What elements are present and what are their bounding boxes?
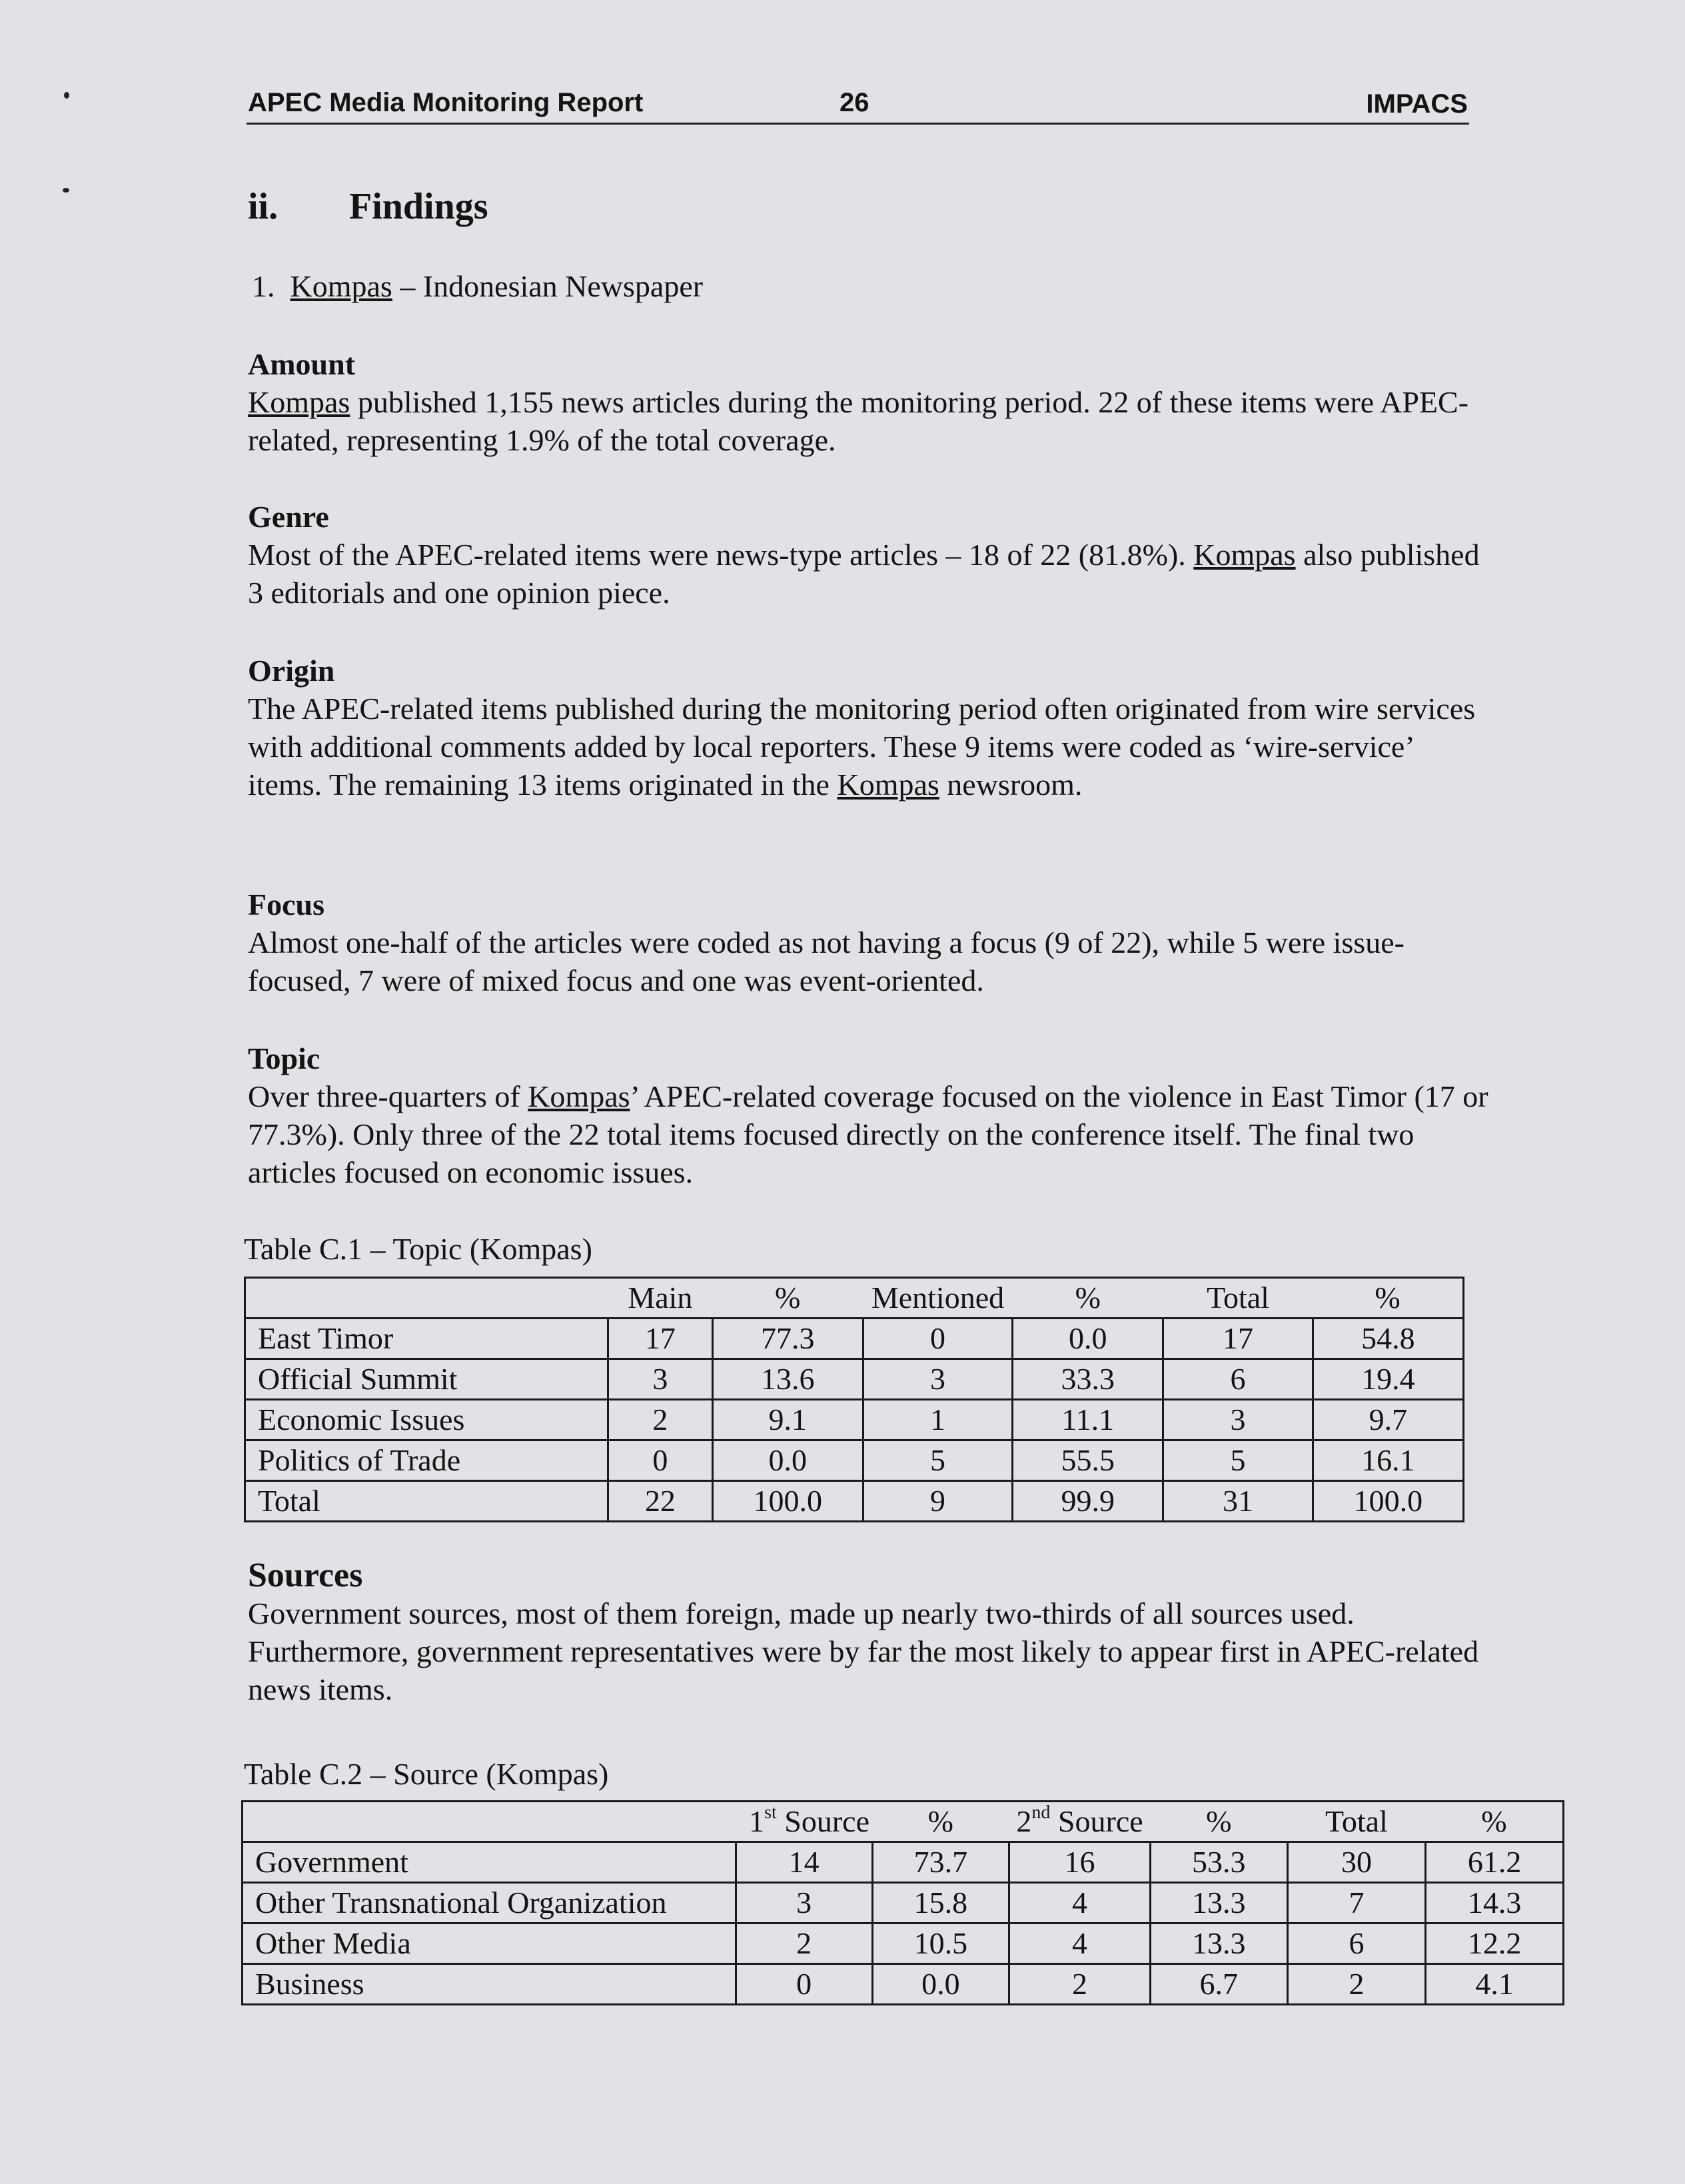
sources-section (248, 1556, 1494, 1708)
table-cell: 6.7 (1150, 1964, 1287, 2005)
table-cell: 1 (863, 1400, 1012, 1440)
ordinal-suffix: st (764, 1802, 777, 1823)
table-cell: 2 (1009, 1964, 1151, 2005)
row-label: Official Summit (245, 1359, 608, 1400)
table-cell: 4 (1009, 1883, 1151, 1923)
table-cell: 13.6 (712, 1359, 863, 1400)
table-cell: 54.8 (1313, 1319, 1463, 1359)
focus-text: Almost one-half of the articles were coded as not having a focus (9 of 22), while 5 were issue-focused, 7 were of mixed focus and one was event-oriented. (248, 925, 1404, 997)
table-cell: 6 (1163, 1359, 1313, 1400)
table-cell: 30 (1287, 1842, 1426, 1883)
kompas-ref: Kompas (248, 385, 350, 419)
ordinal-suffix: nd (1031, 1802, 1051, 1823)
table-cell: 73.7 (872, 1842, 1009, 1883)
table-row (245, 1481, 1464, 1522)
column-header: % (1313, 1278, 1463, 1319)
ordinal-number: 1 (749, 1804, 765, 1838)
table-cell: 11.1 (1013, 1400, 1163, 1440)
table-row (243, 1964, 1564, 2005)
report-title: APEC Media Monitoring Report (248, 88, 644, 117)
table-cell: 55.5 (1013, 1440, 1163, 1481)
table-cell: 6 (1287, 1923, 1426, 1964)
table-cell: 17 (608, 1319, 712, 1359)
scan-speck (64, 92, 69, 99)
column-header: Total (1287, 1802, 1426, 1842)
column-header: Mentioned (863, 1278, 1012, 1319)
table-cell: 14.3 (1426, 1883, 1564, 1923)
subsection-title (252, 269, 703, 304)
table-c2-caption: Table C.2 – Source (Kompas) (244, 1757, 609, 1791)
table-cell: 0 (736, 1964, 872, 2005)
table-cell: 15.8 (872, 1883, 1009, 1923)
row-label: Economic Issues (245, 1400, 608, 1440)
row-label: Other Transnational Organization (243, 1883, 736, 1923)
origin-body-a: The APEC-related items published during the monitoring period often originated from wire services with additional comments added by local reporters. These 9 items were coded as ‘wire-service’ items. The remaining 13 items originated in the (248, 692, 1476, 802)
origin-body-b: newsroom. (939, 768, 1083, 802)
table-cell: 2 (608, 1400, 712, 1440)
table-cell: 99.9 (1013, 1481, 1163, 1522)
table-header-row (243, 1802, 1564, 1842)
column-header: % (872, 1802, 1009, 1842)
subsection-rest: – Indonesian Newspaper (392, 269, 704, 303)
table-cell: 0 (863, 1319, 1012, 1359)
sources-heading: Sources (248, 1556, 363, 1594)
kompas-ref: Kompas (528, 1079, 630, 1113)
page-number: 26 (840, 88, 869, 117)
table-cell: 0.0 (1013, 1319, 1163, 1359)
organization-name: IMPACS (1366, 89, 1468, 119)
table-cell: 16 (1009, 1842, 1151, 1883)
table-row (245, 1400, 1464, 1440)
table-cell: 2 (736, 1923, 872, 1964)
topic-section (248, 1039, 1494, 1191)
genre-body-b: also published 3 editorials and one opinion piece. (248, 538, 1480, 610)
table-cell: 53.3 (1150, 1842, 1287, 1883)
amount-section (248, 345, 1494, 459)
table-cell: 0.0 (872, 1964, 1009, 2005)
amount-text (248, 383, 1494, 459)
table-cell: 3 (736, 1883, 872, 1923)
section-number: ii. (248, 186, 279, 227)
origin-section (248, 652, 1494, 804)
table-cell: 2 (1287, 1964, 1426, 2005)
subsection-number: 1. (252, 269, 275, 303)
source-table (241, 1800, 1564, 2005)
table-cell: 3 (863, 1359, 1012, 1400)
topic-body-b: ’ APEC-related coverage focused on the violence in East Timor (17 or 77.3%). Only three of the 22 total items focused directly on the conference itself. The final two articles focused on economic issues. (248, 1079, 1488, 1189)
table-cell: 4.1 (1426, 1964, 1564, 2005)
table-cell: 12.2 (1426, 1923, 1564, 1964)
table-cell: 0 (608, 1440, 712, 1481)
column-header: Total (1163, 1278, 1313, 1319)
table-c1-caption: Table C.1 – Topic (Kompas) (244, 1232, 592, 1266)
table-cell: 100.0 (1313, 1481, 1463, 1522)
column-header-label: Source (776, 1804, 870, 1838)
genre-heading: Genre (248, 500, 329, 534)
table-row (245, 1359, 1464, 1400)
table-cell: 77.3 (712, 1319, 863, 1359)
table-header-row (245, 1278, 1464, 1319)
table-cell: 9 (863, 1481, 1012, 1522)
table-header-blank (243, 1802, 736, 1842)
table-cell: 4 (1009, 1923, 1151, 1964)
origin-heading: Origin (248, 654, 335, 688)
column-header-label: Source (1050, 1804, 1143, 1838)
column-header-second-source (1009, 1802, 1151, 1842)
focus-heading: Focus (248, 887, 324, 921)
table-row (245, 1440, 1464, 1481)
table-cell: 10.5 (872, 1923, 1009, 1964)
sources-text: Government sources, most of them foreign, made up nearly two-thirds of all sources used. Furthermore, government representatives were by far the most likely to appear first in APEC-related news items. (248, 1596, 1479, 1706)
newspaper-name: Kompas (290, 269, 392, 303)
focus-section (248, 885, 1494, 999)
genre-body-a: Most of the APEC-related items were news-type articles – 18 of 22 (81.8%). (248, 538, 1194, 572)
origin-text (248, 690, 1494, 804)
table-cell: 100.0 (712, 1481, 863, 1522)
row-label: Politics of Trade (245, 1440, 608, 1481)
topic-table (244, 1277, 1464, 1522)
table-cell: 61.2 (1426, 1842, 1564, 1883)
scan-speck (63, 188, 69, 193)
table-cell: 22 (608, 1481, 712, 1522)
table-row (243, 1842, 1564, 1883)
row-label: East Timor (245, 1319, 608, 1359)
page-header (247, 85, 1469, 125)
genre-text (248, 536, 1494, 612)
kompas-ref: Kompas (1193, 538, 1296, 572)
section-name: Findings (349, 186, 488, 227)
genre-section (248, 498, 1494, 612)
row-label: Government (243, 1842, 736, 1883)
row-label: Other Media (243, 1923, 736, 1964)
amount-heading: Amount (248, 347, 356, 381)
amount-body: published 1,155 news articles during the monitoring period. 22 of these items were APEC-related, representing 1.9% of the total coverage. (248, 385, 1469, 457)
table-cell: 13.3 (1150, 1923, 1287, 1964)
row-label: Total (245, 1481, 608, 1522)
table-cell: 17 (1163, 1319, 1313, 1359)
ordinal-number: 2 (1016, 1804, 1032, 1838)
table-cell: 13.3 (1150, 1883, 1287, 1923)
column-header: % (1013, 1278, 1163, 1319)
table-cell: 7 (1287, 1883, 1426, 1923)
section-title (248, 185, 488, 228)
topic-text (248, 1077, 1494, 1191)
topic-heading: Topic (248, 1041, 320, 1075)
table-cell: 0.0 (712, 1440, 863, 1481)
table-row (243, 1923, 1564, 1964)
table-cell: 19.4 (1313, 1359, 1463, 1400)
column-header: % (712, 1278, 863, 1319)
table-cell: 31 (1163, 1481, 1313, 1522)
column-header: Main (608, 1278, 712, 1319)
column-header-first-source (736, 1802, 872, 1842)
topic-body-a: Over three-quarters of (248, 1079, 528, 1113)
table-cell: 5 (1163, 1440, 1313, 1481)
table-cell: 14 (736, 1842, 872, 1883)
table-header-blank (245, 1278, 608, 1319)
row-label: Business (243, 1964, 736, 2005)
table-row (243, 1883, 1564, 1923)
table-cell: 5 (863, 1440, 1012, 1481)
table-cell: 16.1 (1313, 1440, 1463, 1481)
table-row (245, 1319, 1464, 1359)
table-cell: 3 (1163, 1400, 1313, 1440)
table-cell: 9.1 (712, 1400, 863, 1440)
kompas-ref: Kompas (837, 768, 939, 802)
table-cell: 3 (608, 1359, 712, 1400)
table-cell: 9.7 (1313, 1400, 1463, 1440)
column-header: % (1426, 1802, 1564, 1842)
table-cell: 33.3 (1013, 1359, 1163, 1400)
column-header: % (1150, 1802, 1287, 1842)
